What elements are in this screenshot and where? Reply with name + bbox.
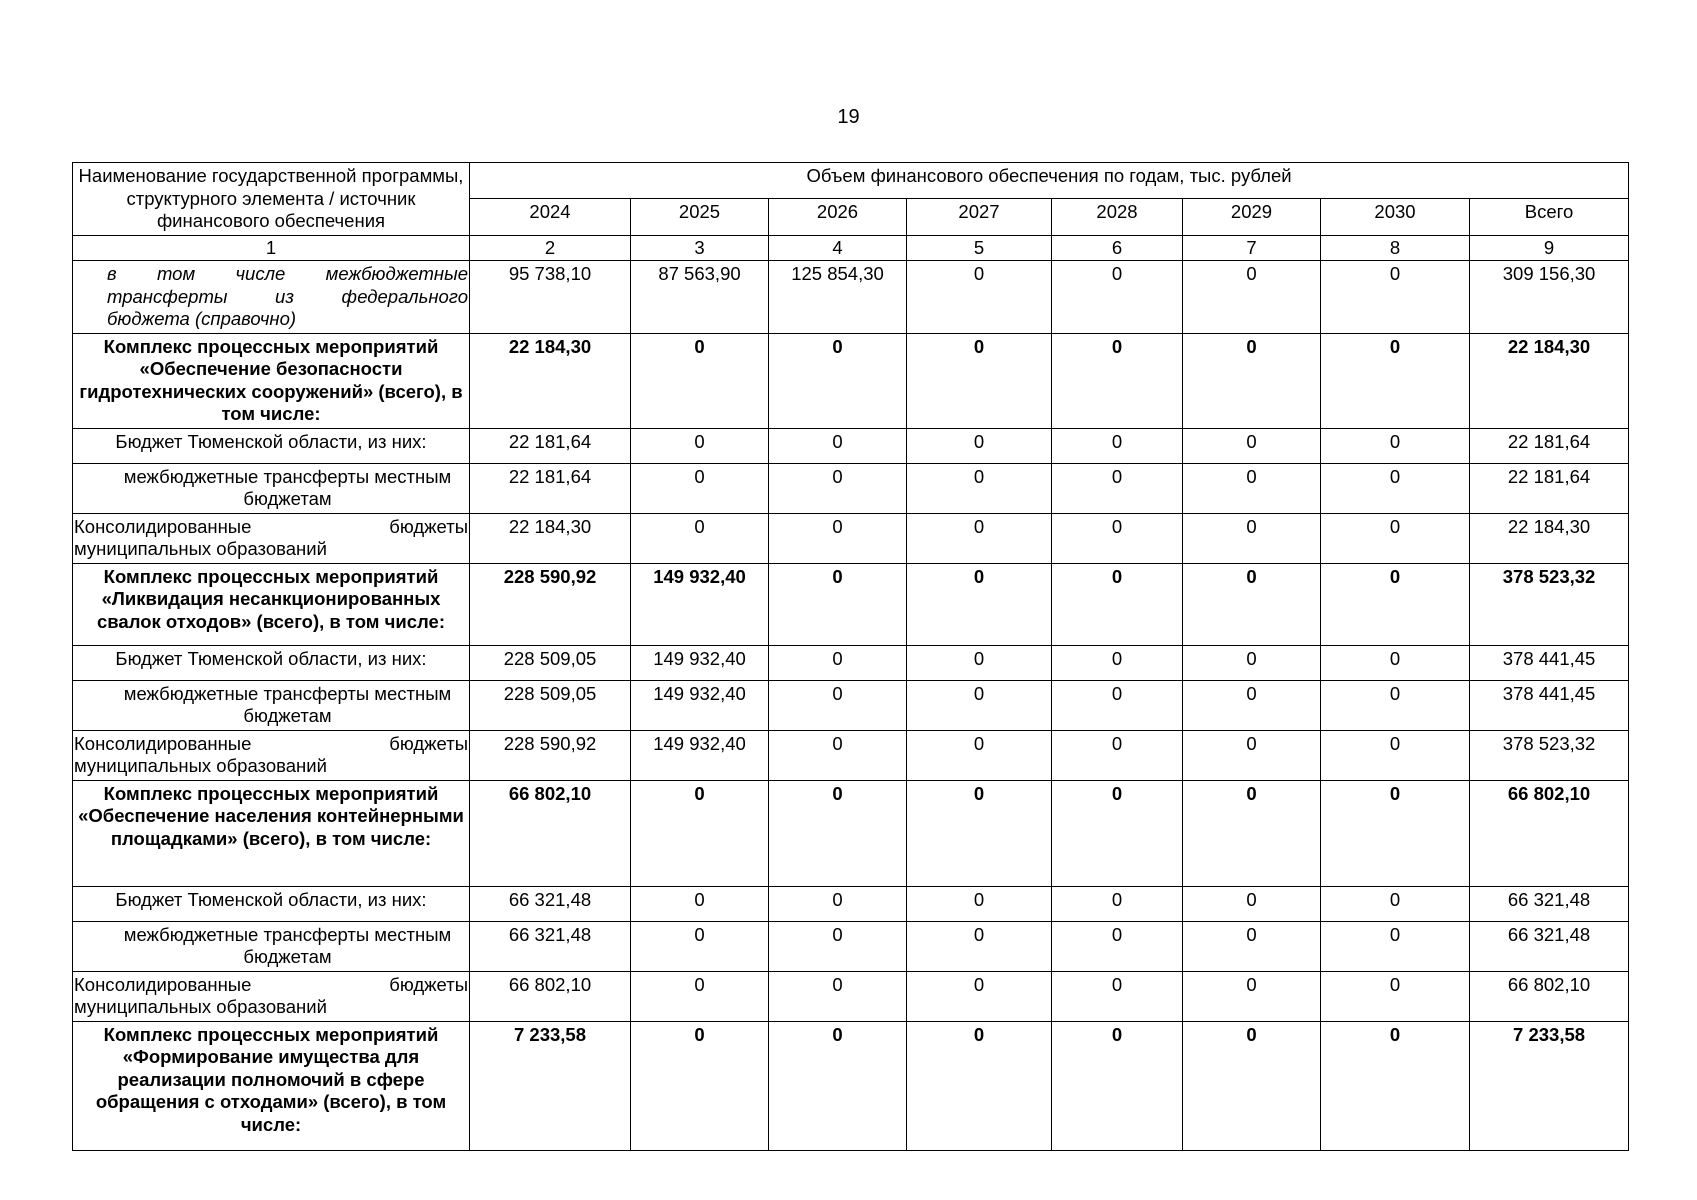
column-index: 6 xyxy=(1052,235,1183,261)
row-name-part: в том числе межбюджетные трансферты из федерального xyxy=(107,263,468,307)
cell-value: 0 xyxy=(1052,886,1183,921)
cell-value: 0 xyxy=(769,463,907,513)
cell-value: 0 xyxy=(1183,730,1321,780)
table-row xyxy=(73,1021,1629,1150)
cell-value: 0 xyxy=(769,645,907,680)
column-index: 8 xyxy=(1321,235,1470,261)
cell-value: 0 xyxy=(907,680,1052,730)
row-name-part: Консолидированные бюджеты xyxy=(74,973,468,995)
cell-value: 0 xyxy=(907,563,1052,645)
row-name: межбюджетные трансферты местным бюджетам xyxy=(73,921,470,971)
cell-value: 0 xyxy=(1052,428,1183,463)
row-name: Комплекс процессных мероприятий «Обеспечение безопасности гидротехнических сооружений» (всего), в том числе: xyxy=(73,333,470,428)
cell-total: 22 181,64 xyxy=(1470,428,1629,463)
cell-value: 0 xyxy=(769,886,907,921)
cell-value: 0 xyxy=(1183,971,1321,1021)
cell-value: 0 xyxy=(1183,333,1321,428)
cell-value: 0 xyxy=(769,333,907,428)
cell-value: 0 xyxy=(1183,1021,1321,1150)
header-row-1 xyxy=(73,163,1629,199)
cell-value: 0 xyxy=(769,780,907,886)
cell-value: 0 xyxy=(631,971,769,1021)
column-index: 3 xyxy=(631,235,769,261)
row-name xyxy=(73,730,470,780)
cell-total: 66 802,10 xyxy=(1470,780,1629,886)
cell-value: 0 xyxy=(1321,463,1470,513)
cell-value: 0 xyxy=(769,921,907,971)
cell-value: 0 xyxy=(1052,261,1183,334)
cell-value: 228 509,05 xyxy=(470,645,631,680)
cell-total: 7 233,58 xyxy=(1470,1021,1629,1150)
header-year: 2027 xyxy=(907,199,1052,235)
table-row xyxy=(73,971,1629,1021)
cell-value: 0 xyxy=(1321,730,1470,780)
row-name: Бюджет Тюменской области, из них: xyxy=(73,645,470,680)
cell-value: 0 xyxy=(907,730,1052,780)
header-year: 2028 xyxy=(1052,199,1183,235)
cell-value: 0 xyxy=(907,645,1052,680)
table-row xyxy=(73,333,1629,428)
cell-value: 66 802,10 xyxy=(470,971,631,1021)
header-year: 2026 xyxy=(769,199,907,235)
cell-value: 0 xyxy=(907,261,1052,334)
table-row xyxy=(73,921,1629,971)
cell-value: 0 xyxy=(1321,428,1470,463)
cell-value: 0 xyxy=(907,1021,1052,1150)
table-row xyxy=(73,730,1629,780)
cell-value: 0 xyxy=(1052,563,1183,645)
row-name xyxy=(73,261,470,334)
row-name-part: бюджета (справочно) xyxy=(107,308,297,329)
cell-value: 7 233,58 xyxy=(470,1021,631,1150)
cell-value: 87 563,90 xyxy=(631,261,769,334)
cell-value: 0 xyxy=(769,730,907,780)
cell-value: 66 321,48 xyxy=(470,921,631,971)
cell-value: 0 xyxy=(1321,333,1470,428)
cell-value: 0 xyxy=(907,780,1052,886)
cell-value: 0 xyxy=(1052,645,1183,680)
cell-value: 0 xyxy=(1321,645,1470,680)
header-volume-title: Объем финансового обеспечения по годам, тыс. рублей xyxy=(470,163,1629,199)
row-name xyxy=(73,971,470,1021)
row-name-part: муниципальных образований xyxy=(74,538,327,559)
column-index: 9 xyxy=(1470,235,1629,261)
cell-value: 0 xyxy=(907,971,1052,1021)
cell-total: 378 441,45 xyxy=(1470,680,1629,730)
cell-total: 378 523,32 xyxy=(1470,563,1629,645)
cell-value: 0 xyxy=(769,1021,907,1150)
cell-value: 0 xyxy=(631,780,769,886)
row-name xyxy=(73,513,470,563)
cell-value: 0 xyxy=(1052,730,1183,780)
cell-value: 0 xyxy=(907,463,1052,513)
header-name-column: Наименование государственной программы, структурного элемента / источник финансового обеспечения xyxy=(73,163,470,236)
cell-value: 228 590,92 xyxy=(470,730,631,780)
column-index: 7 xyxy=(1183,235,1321,261)
table-row xyxy=(73,463,1629,513)
row-name: межбюджетные трансферты местным бюджетам xyxy=(73,680,470,730)
table-row xyxy=(73,261,1629,334)
table-row xyxy=(73,780,1629,886)
cell-value: 0 xyxy=(631,333,769,428)
cell-value: 0 xyxy=(1321,780,1470,886)
cell-value: 0 xyxy=(769,428,907,463)
header-year: 2024 xyxy=(470,199,631,235)
cell-value: 95 738,10 xyxy=(470,261,631,334)
table-row xyxy=(73,680,1629,730)
cell-value: 0 xyxy=(907,513,1052,563)
cell-total: 66 321,48 xyxy=(1470,886,1629,921)
row-name: Комплекс процессных мероприятий «Обеспечение населения контейнерными площадками» (всего), в том числе: xyxy=(73,780,470,886)
cell-value: 0 xyxy=(1183,680,1321,730)
cell-total: 22 184,30 xyxy=(1470,513,1629,563)
cell-value: 149 932,40 xyxy=(631,730,769,780)
row-name-part: муниципальных образований xyxy=(74,996,327,1017)
cell-total: 309 156,30 xyxy=(1470,261,1629,334)
cell-value: 0 xyxy=(1052,333,1183,428)
cell-value: 0 xyxy=(769,563,907,645)
cell-value: 149 932,40 xyxy=(631,645,769,680)
cell-value: 66 802,10 xyxy=(470,780,631,886)
header-total: Всего xyxy=(1470,199,1629,235)
financing-table xyxy=(72,162,1629,1151)
cell-value: 0 xyxy=(769,971,907,1021)
cell-value: 0 xyxy=(1183,921,1321,971)
table-row xyxy=(73,886,1629,921)
cell-value: 0 xyxy=(1321,1021,1470,1150)
row-name-part: Консолидированные бюджеты xyxy=(74,732,468,754)
cell-value: 0 xyxy=(1052,971,1183,1021)
cell-value: 0 xyxy=(1183,463,1321,513)
cell-value: 0 xyxy=(1052,780,1183,886)
cell-value: 0 xyxy=(631,1021,769,1150)
cell-total: 66 321,48 xyxy=(1470,921,1629,971)
cell-value: 0 xyxy=(1321,680,1470,730)
header-year: 2029 xyxy=(1183,199,1321,235)
cell-total: 22 184,30 xyxy=(1470,333,1629,428)
cell-value: 0 xyxy=(1321,563,1470,645)
cell-value: 0 xyxy=(1321,513,1470,563)
column-index: 2 xyxy=(470,235,631,261)
cell-value: 22 181,64 xyxy=(470,463,631,513)
column-index: 4 xyxy=(769,235,907,261)
row-name-part: муниципальных образований xyxy=(74,755,327,776)
cell-value: 22 184,30 xyxy=(470,333,631,428)
table-row xyxy=(73,563,1629,645)
cell-value: 0 xyxy=(907,886,1052,921)
cell-value: 0 xyxy=(1321,921,1470,971)
cell-value: 0 xyxy=(631,463,769,513)
cell-value: 0 xyxy=(1321,971,1470,1021)
cell-value: 0 xyxy=(1183,428,1321,463)
row-name: Бюджет Тюменской области, из них: xyxy=(73,428,470,463)
cell-value: 0 xyxy=(1052,463,1183,513)
table-row xyxy=(73,428,1629,463)
row-name: Бюджет Тюменской области, из них: xyxy=(73,886,470,921)
column-index: 1 xyxy=(73,235,470,261)
cell-value: 149 932,40 xyxy=(631,563,769,645)
row-name: Комплекс процессных мероприятий «Ликвидация несанкционированных свалок отходов» (всего), в том числе: xyxy=(73,563,470,645)
cell-value: 0 xyxy=(907,921,1052,971)
table-row xyxy=(73,513,1629,563)
header-year: 2030 xyxy=(1321,199,1470,235)
cell-value: 0 xyxy=(1321,261,1470,334)
page-number: 19 xyxy=(837,106,860,128)
cell-value: 0 xyxy=(631,886,769,921)
cell-value: 228 509,05 xyxy=(470,680,631,730)
cell-value: 0 xyxy=(1183,513,1321,563)
row-name: межбюджетные трансферты местным бюджетам xyxy=(73,463,470,513)
cell-value: 0 xyxy=(1052,513,1183,563)
cell-value: 0 xyxy=(907,428,1052,463)
cell-value: 0 xyxy=(1321,886,1470,921)
cell-value: 0 xyxy=(1052,921,1183,971)
cell-value: 0 xyxy=(769,513,907,563)
cell-value: 0 xyxy=(631,921,769,971)
cell-value: 125 854,30 xyxy=(769,261,907,334)
cell-total: 378 523,32 xyxy=(1470,730,1629,780)
cell-value: 0 xyxy=(1183,261,1321,334)
cell-value: 0 xyxy=(1183,645,1321,680)
cell-value: 0 xyxy=(631,513,769,563)
header-row-index xyxy=(73,235,1629,261)
column-index: 5 xyxy=(907,235,1052,261)
cell-value: 0 xyxy=(631,428,769,463)
cell-value: 0 xyxy=(907,333,1052,428)
table-row xyxy=(73,645,1629,680)
cell-value: 0 xyxy=(1183,563,1321,645)
cell-total: 22 181,64 xyxy=(1470,463,1629,513)
cell-value: 0 xyxy=(769,680,907,730)
cell-value: 0 xyxy=(1052,680,1183,730)
cell-value: 22 181,64 xyxy=(470,428,631,463)
cell-value: 66 321,48 xyxy=(470,886,631,921)
row-name-part: Консолидированные бюджеты xyxy=(74,515,468,537)
cell-total: 66 802,10 xyxy=(1470,971,1629,1021)
cell-value: 0 xyxy=(1183,780,1321,886)
cell-value: 0 xyxy=(1183,886,1321,921)
cell-value: 0 xyxy=(1052,1021,1183,1150)
cell-value: 149 932,40 xyxy=(631,680,769,730)
header-year: 2025 xyxy=(631,199,769,235)
cell-value: 22 184,30 xyxy=(470,513,631,563)
row-name: Комплекс процессных мероприятий «Формирование имущества для реализации полномочий в сфере обращения с отходами» (всего), в том числе: xyxy=(73,1021,470,1150)
cell-total: 378 441,45 xyxy=(1470,645,1629,680)
cell-value: 228 590,92 xyxy=(470,563,631,645)
